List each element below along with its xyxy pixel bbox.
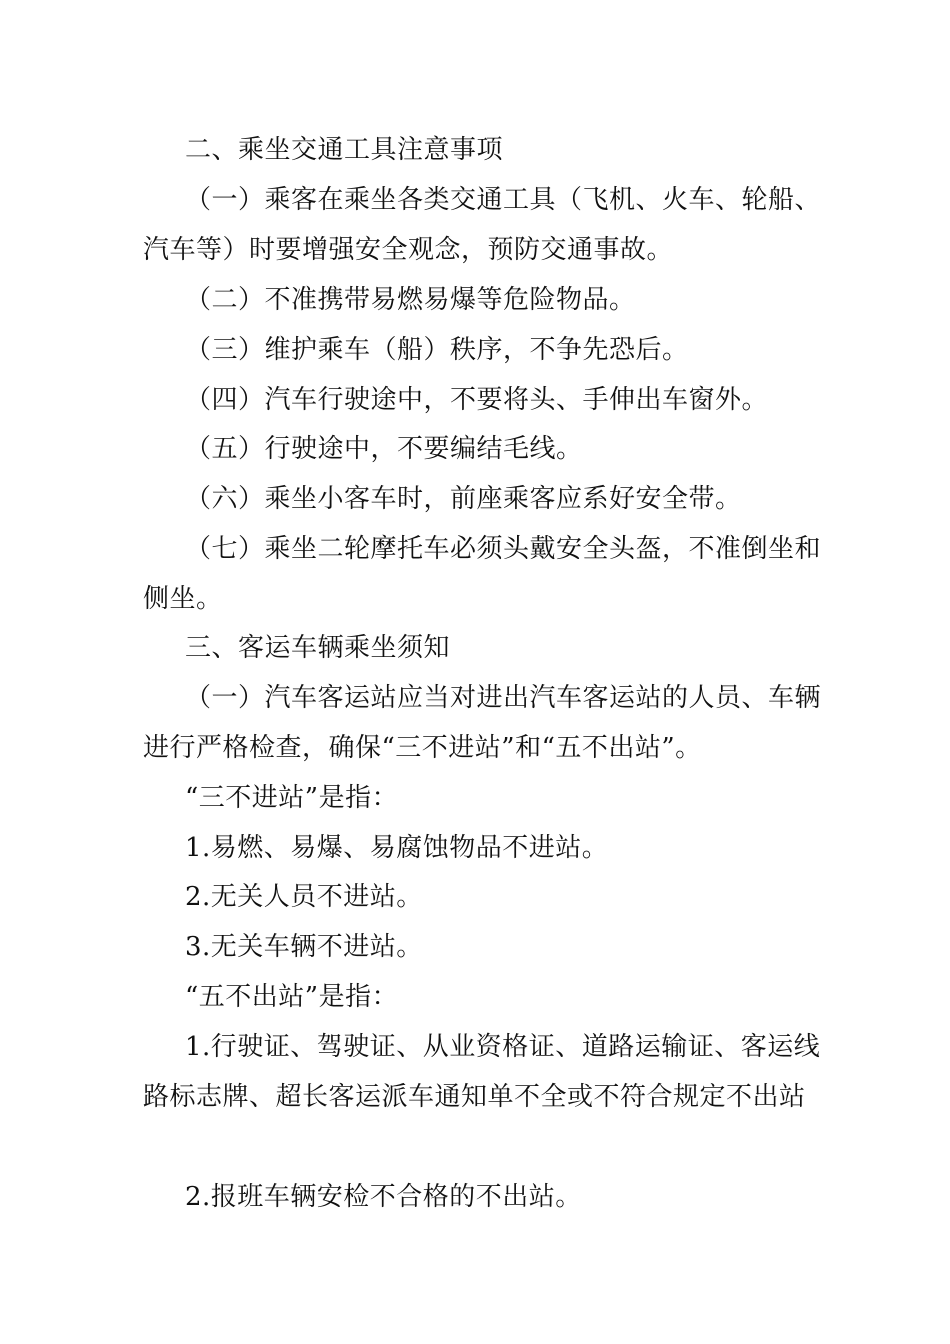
paragraph-line: （六）乘坐小客车时，前座乘客应系好安全带。 [185,484,742,514]
section-heading-2: 二、乘坐交通工具注意事项 [185,135,504,165]
list-item: 2.报班车辆安检不合格的不出站。 [185,1182,582,1212]
paragraph-line: （二）不准携带易燃易爆等危险物品。 [185,285,636,315]
list-intro: “五不出站”是指： [185,982,399,1012]
list-item: 1.易燃、易爆、易腐蚀物品不进站。 [185,833,609,863]
paragraph-line: （五）行驶途中，不要编结毛线。 [185,434,583,464]
paragraph-line: （七）乘坐二轮摩托车必须头戴安全头盔，不准倒坐和 [185,534,822,564]
paragraph-line: （一）汽车客运站应当对进出汽车客运站的人员、车辆 [185,683,822,713]
list-intro: “三不进站”是指： [185,783,399,813]
paragraph-line: 进行严格检查，确保“三不进站”和“五不出站”。 [143,733,702,763]
list-item: 路标志牌、超长客运派车通知单不全或不符合规定不出站 [143,1082,806,1112]
list-item: 3.无关车辆不进站。 [185,932,423,962]
paragraph-line: （一）乘客在乘坐各类交通工具（飞机、火车、轮船、 [185,185,822,215]
paragraph-line: （三）维护乘车（船）秩序，不争先恐后。 [185,335,689,365]
list-item: 2.无关人员不进站。 [185,882,423,912]
section-heading-3: 三、客运车辆乘坐须知 [185,633,451,663]
list-item: 1.行驶证、驾驶证、从业资格证、道路运输证、客运线 [185,1032,821,1062]
paragraph-line: 侧坐。 [143,584,223,614]
paragraph-line: 汽车等）时要增强安全观念，预防交通事故。 [143,235,674,265]
paragraph-line: （四）汽车行驶途中，不要将头、手伸出车窗外。 [185,385,769,415]
